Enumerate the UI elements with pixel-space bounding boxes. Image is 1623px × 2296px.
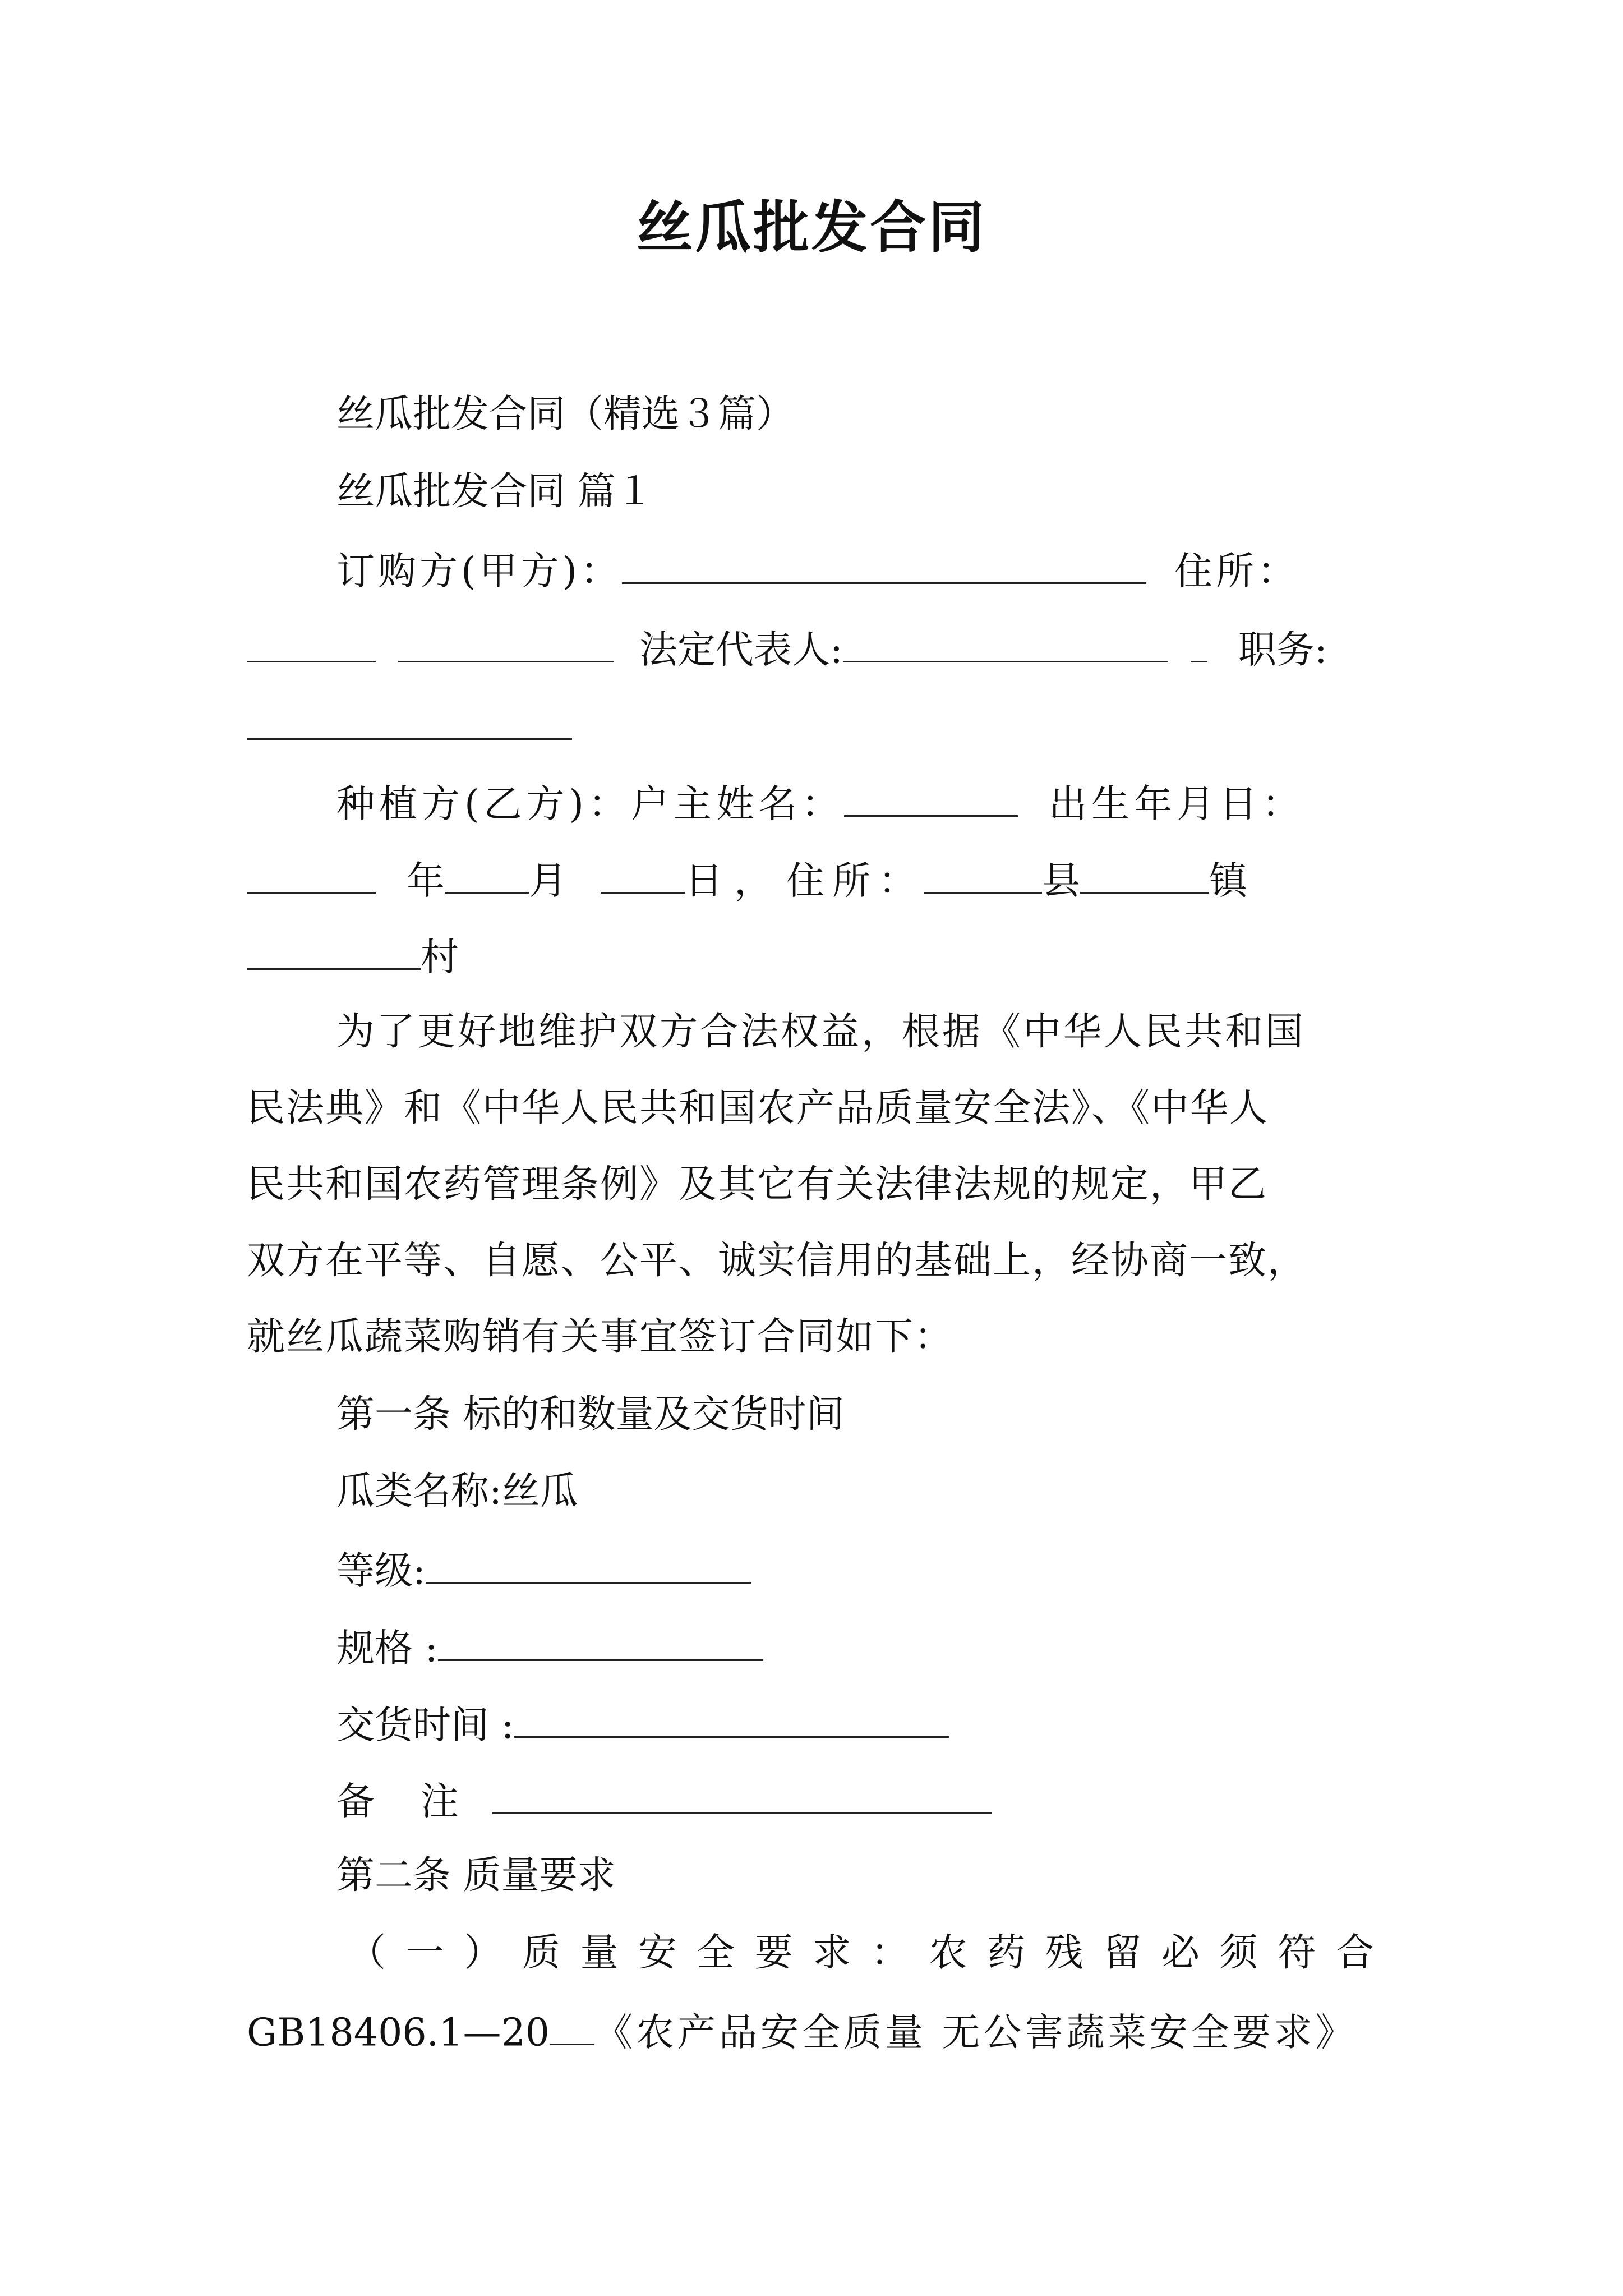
buyer-name-blank	[622, 550, 1146, 584]
delivery-time-label: 交货时间 :	[336, 1703, 514, 1748]
delivery-time-line	[336, 1703, 949, 1748]
position-label: 职务:	[1238, 628, 1327, 673]
subtitle: 丝瓜批发合同（精选３篇）	[336, 392, 795, 436]
birth-address-line	[247, 859, 1248, 904]
grower-line	[336, 782, 1305, 827]
village-line	[247, 935, 459, 980]
position-blank-line	[247, 706, 572, 747]
position-blank	[247, 706, 572, 740]
spec-label: 规格 :	[336, 1626, 438, 1671]
grade-blank	[426, 1549, 751, 1584]
small-blank	[1191, 628, 1207, 662]
county-blank	[924, 859, 1042, 894]
grower-name-blank	[844, 783, 1018, 817]
remarks-line	[336, 1779, 992, 1824]
intro-line-2: 民法典》和《中华人民共和国农产品质量安全法》、《中华人	[247, 1086, 1269, 1130]
quality-line-2	[247, 2010, 1357, 2055]
document-title: 丝瓜批发合同	[637, 194, 986, 260]
grade-label: 等级:	[336, 1549, 426, 1594]
month-label: 月	[529, 859, 568, 904]
buyer-label: 订购方(甲方)：	[336, 549, 623, 594]
standard-code: GB18406.1—20	[247, 2010, 550, 2055]
legal-rep-line	[247, 628, 1327, 673]
legal-rep-blank	[843, 628, 1168, 662]
remarks-blank	[492, 1780, 992, 1814]
grower-label: 种植方(乙方)：户主姓名：	[336, 782, 845, 827]
village-blank	[247, 936, 421, 970]
remarks-label: 备 注	[336, 1779, 476, 1824]
town-label: 镇	[1209, 859, 1248, 904]
intro-line-3: 民共和国农药管理条例》及其它有关法律法规的规定，甲乙	[247, 1162, 1268, 1207]
article-1-heading: 第一条 标的和数量及交货时间	[336, 1392, 845, 1437]
legal-rep-label: 法定代表人:	[639, 628, 843, 673]
buyer-address-label: 住所：	[1174, 549, 1299, 594]
birth-label: 出生年月日：	[1049, 782, 1305, 827]
standard-name: 《农产品安全质量 无公害蔬菜安全要求》	[594, 2010, 1357, 2055]
year-blank	[550, 2011, 594, 2045]
intro-line-5: 就丝瓜蔬菜购销有关事宜签订合同如下：	[247, 1315, 954, 1359]
birth-month-blank	[445, 859, 529, 894]
birth-year-blank	[247, 859, 376, 894]
quality-line-1: （一）质量安全要求：农药残留必须符合	[348, 1931, 1374, 1975]
grade-line	[336, 1549, 751, 1594]
spec-blank	[438, 1627, 763, 1661]
year-label: 年	[407, 859, 445, 904]
grower-address-label: 住所：	[786, 859, 925, 904]
section-heading: 丝瓜批发合同 篇１	[336, 470, 654, 514]
county-label: 县	[1042, 859, 1081, 904]
address-blank-2	[398, 628, 614, 662]
buyer-line	[336, 549, 1299, 594]
birth-day-blank	[601, 859, 685, 894]
address-blank	[247, 628, 376, 662]
spec-line	[336, 1626, 763, 1671]
article-2-heading: 第二条 质量要求	[336, 1853, 616, 1898]
town-blank	[1080, 859, 1209, 894]
delivery-time-blank	[514, 1704, 949, 1738]
comma: ，	[734, 859, 773, 904]
intro-line-4: 双方在平等、自愿、公平、诚实信用的基础上，经协商一致，	[247, 1239, 1307, 1283]
melon-name: 瓜类名称:丝瓜	[336, 1469, 578, 1513]
village-label: 村	[421, 935, 459, 980]
day-label: 日	[685, 859, 723, 904]
intro-line-1: 为了更好地维护双方合法权益，根据《中华人民共和国	[336, 1010, 1306, 1054]
